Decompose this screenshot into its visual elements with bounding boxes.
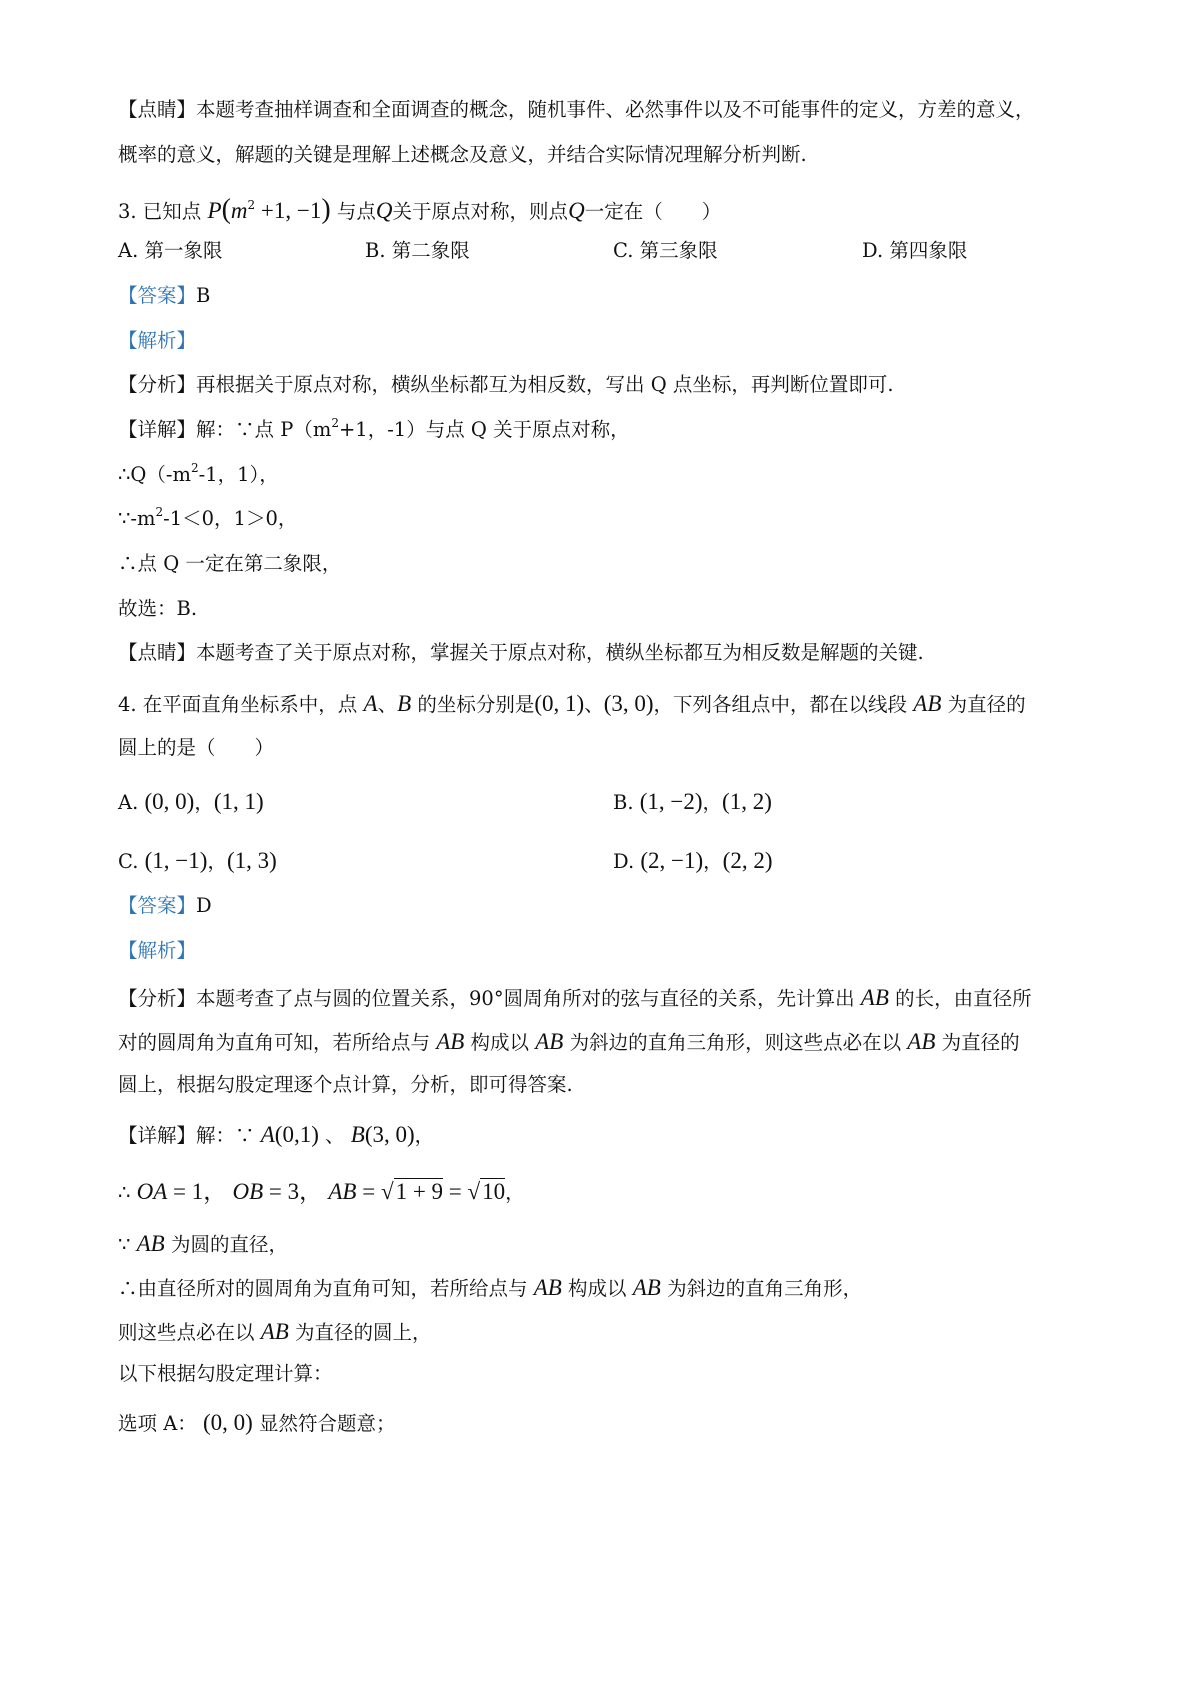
q3-option-b: B. 第二象限 — [365, 239, 470, 262]
separator: 、 — [584, 693, 604, 716]
because: ∵ — [118, 1233, 131, 1256]
q3-fenxi: 【分析】再根据关于原点对称，横纵坐标都互为相反数，写出 Q 点坐标，再判断位置即可. — [118, 373, 894, 396]
option-point: (1, 1) — [213, 789, 264, 814]
point-b: B — [397, 691, 412, 716]
point-a: A — [363, 691, 378, 716]
segment-ab: AB — [260, 1319, 289, 1344]
comma: ， — [703, 850, 723, 873]
exponent: 2 — [247, 198, 256, 212]
sqrt-sign: √ — [380, 1179, 394, 1204]
coord-a: (0, 1) — [534, 691, 585, 716]
comma: ， — [702, 791, 723, 814]
separator: 、 — [377, 693, 398, 716]
equals: = — [443, 1179, 468, 1204]
q3-detail-line3 — [118, 505, 298, 530]
option-label: A. — [118, 791, 139, 814]
paren-close: ) — [321, 194, 331, 225]
detail-text: +1，-1）与点 Q 关于原点对称， — [338, 418, 630, 441]
detail-text: 为直径的圆上， — [295, 1321, 432, 1344]
segment-ab: AB — [535, 1029, 564, 1054]
q4-detail-line3 — [118, 1232, 288, 1255]
segment-ab: AB — [533, 1275, 562, 1300]
segment-ab: AB — [907, 1029, 936, 1054]
q3-detail-line4: ∴点 Q 一定在第二象限， — [118, 552, 342, 575]
comma: ， — [207, 850, 227, 873]
answer-tag: 【答案】 — [118, 894, 197, 917]
fenxi-text: 构成以 — [470, 1031, 530, 1054]
q3-option-c: C. 第三象限 — [613, 239, 718, 262]
coord-a: (0,1) — [274, 1122, 319, 1147]
q4-fenxi-line3: 圆上，根据勾股定理逐个点计算，分析，即可得答案. — [118, 1073, 573, 1096]
q4-stem-line2: 圆上的是（ ） — [118, 736, 275, 759]
option-point: (2, −1) — [640, 848, 704, 873]
prev-note-line1: 【点睛】本题考查抽样调查和全面调查的概念，随机事件、必然事件以及不可能事件的定义，方差的意义， — [118, 98, 1035, 121]
detail-text: -1，1）， — [198, 463, 279, 486]
point-b: B — [350, 1122, 365, 1147]
q4-option-b — [613, 790, 772, 813]
q4-option-d — [613, 849, 772, 872]
ob-value: = 3， — [263, 1179, 323, 1204]
q3-end: 一定在（ ） — [584, 200, 722, 223]
fenxi-text: 【分析】本题考查了点与圆的位置关系，90°圆周角所对的弦与直径的关系，先计算出 — [118, 987, 855, 1010]
paren-open: ( — [221, 194, 231, 225]
detail-text: ∵-m — [118, 507, 156, 530]
fenxi-text: 的长，由直径所 — [895, 987, 1032, 1010]
fenxi-text: 对的圆周角为直角可知，若所给点与 — [118, 1031, 431, 1054]
option-point: (1, −1) — [144, 848, 208, 873]
point-q-2: Q — [568, 198, 585, 223]
exponent: 2 — [331, 416, 339, 430]
option-point: (0, 0) — [144, 789, 195, 814]
point-a: A — [260, 1122, 275, 1147]
q4-detail-line2 — [118, 1180, 525, 1203]
q3-detail-line2 — [118, 461, 279, 486]
detail-text: ∴Q（-m — [118, 463, 191, 486]
stem-text: 4. 在平面直角坐标系中，点 — [118, 693, 358, 716]
q3-mid: 与点 — [336, 200, 376, 223]
q4-answer — [118, 896, 212, 916]
segment-ab: AB — [632, 1275, 661, 1300]
equals: = — [356, 1179, 381, 1204]
fenxi-text: 为直径的 — [941, 1031, 1020, 1054]
option-label: D. — [613, 850, 635, 873]
q3-stem — [118, 196, 721, 224]
q3-option-a: A. 第一象限 — [118, 239, 223, 262]
q3-detail-line1 — [118, 416, 630, 441]
option-point: (1, 3) — [226, 848, 277, 873]
q4-detail-line4 — [118, 1276, 862, 1299]
option-point: (1, −2) — [639, 789, 703, 814]
detail-text: 显然符合题意； — [259, 1412, 396, 1435]
q3-mid2: 关于原点对称，则点 — [392, 200, 569, 223]
segment-ab: AB — [136, 1231, 165, 1256]
q4-fenxi-line2 — [118, 1030, 1020, 1053]
q3-option-d: D. 第四象限 — [862, 239, 968, 262]
comma: ， — [194, 791, 214, 814]
option-point: (1, 2) — [722, 789, 772, 814]
var-m: m — [230, 198, 248, 223]
stem-text: 的坐标分别是 — [417, 693, 535, 716]
detail-text: ， — [414, 1124, 435, 1147]
sqrt-radicand: 10 — [482, 1179, 506, 1204]
q3-dianjing: 【点睛】本题考查了关于原点对称，掌握关于原点对称，横纵坐标都互为相反数是解题的关键. — [118, 641, 924, 664]
detail-text: 【详解】解：∵点 P（m — [118, 418, 332, 441]
detail-text: 则这些点必在以 — [118, 1321, 255, 1344]
q4-detail-line7 — [118, 1411, 396, 1434]
detail-text: 【详解】解：∵ — [118, 1124, 255, 1147]
prev-note-line2: 概率的意义，解题的关键是理解上述概念及意义，并结合实际情况理解分析判断. — [118, 143, 807, 166]
detail-text: -1＜0，1＞0， — [163, 507, 298, 530]
segment-ob: OB — [232, 1179, 264, 1204]
option-point: (0, 0) — [202, 1410, 253, 1435]
detail-text: ， — [505, 1181, 525, 1204]
option-label: C. — [118, 850, 139, 873]
answer-value: D — [196, 894, 212, 917]
q4-stem-line1 — [118, 692, 1026, 715]
coord-b: (3, 0) — [603, 691, 654, 716]
q4-option-c — [118, 849, 277, 872]
exponent: 2 — [190, 461, 199, 475]
oa-value: = 1， — [167, 1179, 227, 1204]
q4-fenxi-line1 — [118, 986, 1032, 1009]
detail-text: 构成以 — [568, 1277, 627, 1300]
point-p: P — [207, 198, 222, 223]
sqrt-sign: √ — [467, 1179, 481, 1204]
q4-detail-line5 — [118, 1320, 432, 1343]
q4-detail-line1 — [118, 1123, 434, 1146]
option-point: (2, 2) — [722, 848, 773, 873]
fenxi-text: 为斜边的直角三角形，则这些点必在以 — [569, 1031, 902, 1054]
detail-text: ∴由直径所对的圆周角为直角可知，若所给点与 — [118, 1277, 528, 1300]
q3-detail-line5: 故选：B. — [118, 597, 198, 620]
q3-answer — [118, 286, 210, 306]
separator: 、 — [318, 1124, 345, 1147]
sqrt-radicand: 1 + 9 — [395, 1179, 444, 1204]
point-q: Q — [375, 198, 393, 223]
q3-prefix: 3. 已知点 — [118, 200, 202, 223]
stem-text: ，下列各组点中，都在以线段 — [653, 693, 908, 716]
segment-ab: AB — [436, 1029, 465, 1054]
coord-rest: +1, −1 — [255, 198, 322, 223]
segment-ab: AB — [913, 691, 942, 716]
q3-analysis-tag: 【解析】 — [118, 329, 197, 352]
option-label: B. — [613, 791, 634, 814]
detail-text: 选项 A： — [118, 1412, 197, 1435]
segment-ab: AB — [860, 985, 889, 1010]
detail-text: 为圆的直径， — [170, 1233, 288, 1256]
segment-oa: OA — [136, 1179, 168, 1204]
answer-tag: 【答案】 — [118, 284, 197, 307]
answer-value: B — [196, 284, 211, 307]
q4-analysis-tag: 【解析】 — [118, 939, 197, 962]
segment-ab: AB — [328, 1179, 357, 1204]
stem-text: 为直径的 — [947, 693, 1026, 716]
coord-b: (3, 0) — [364, 1122, 415, 1147]
detail-text: 为斜边的直角三角形， — [667, 1277, 863, 1300]
q4-detail-line6: 以下根据勾股定理计算： — [118, 1362, 333, 1385]
therefore: ∴ — [118, 1181, 131, 1204]
q4-option-a — [118, 790, 264, 813]
exponent: 2 — [155, 505, 164, 519]
